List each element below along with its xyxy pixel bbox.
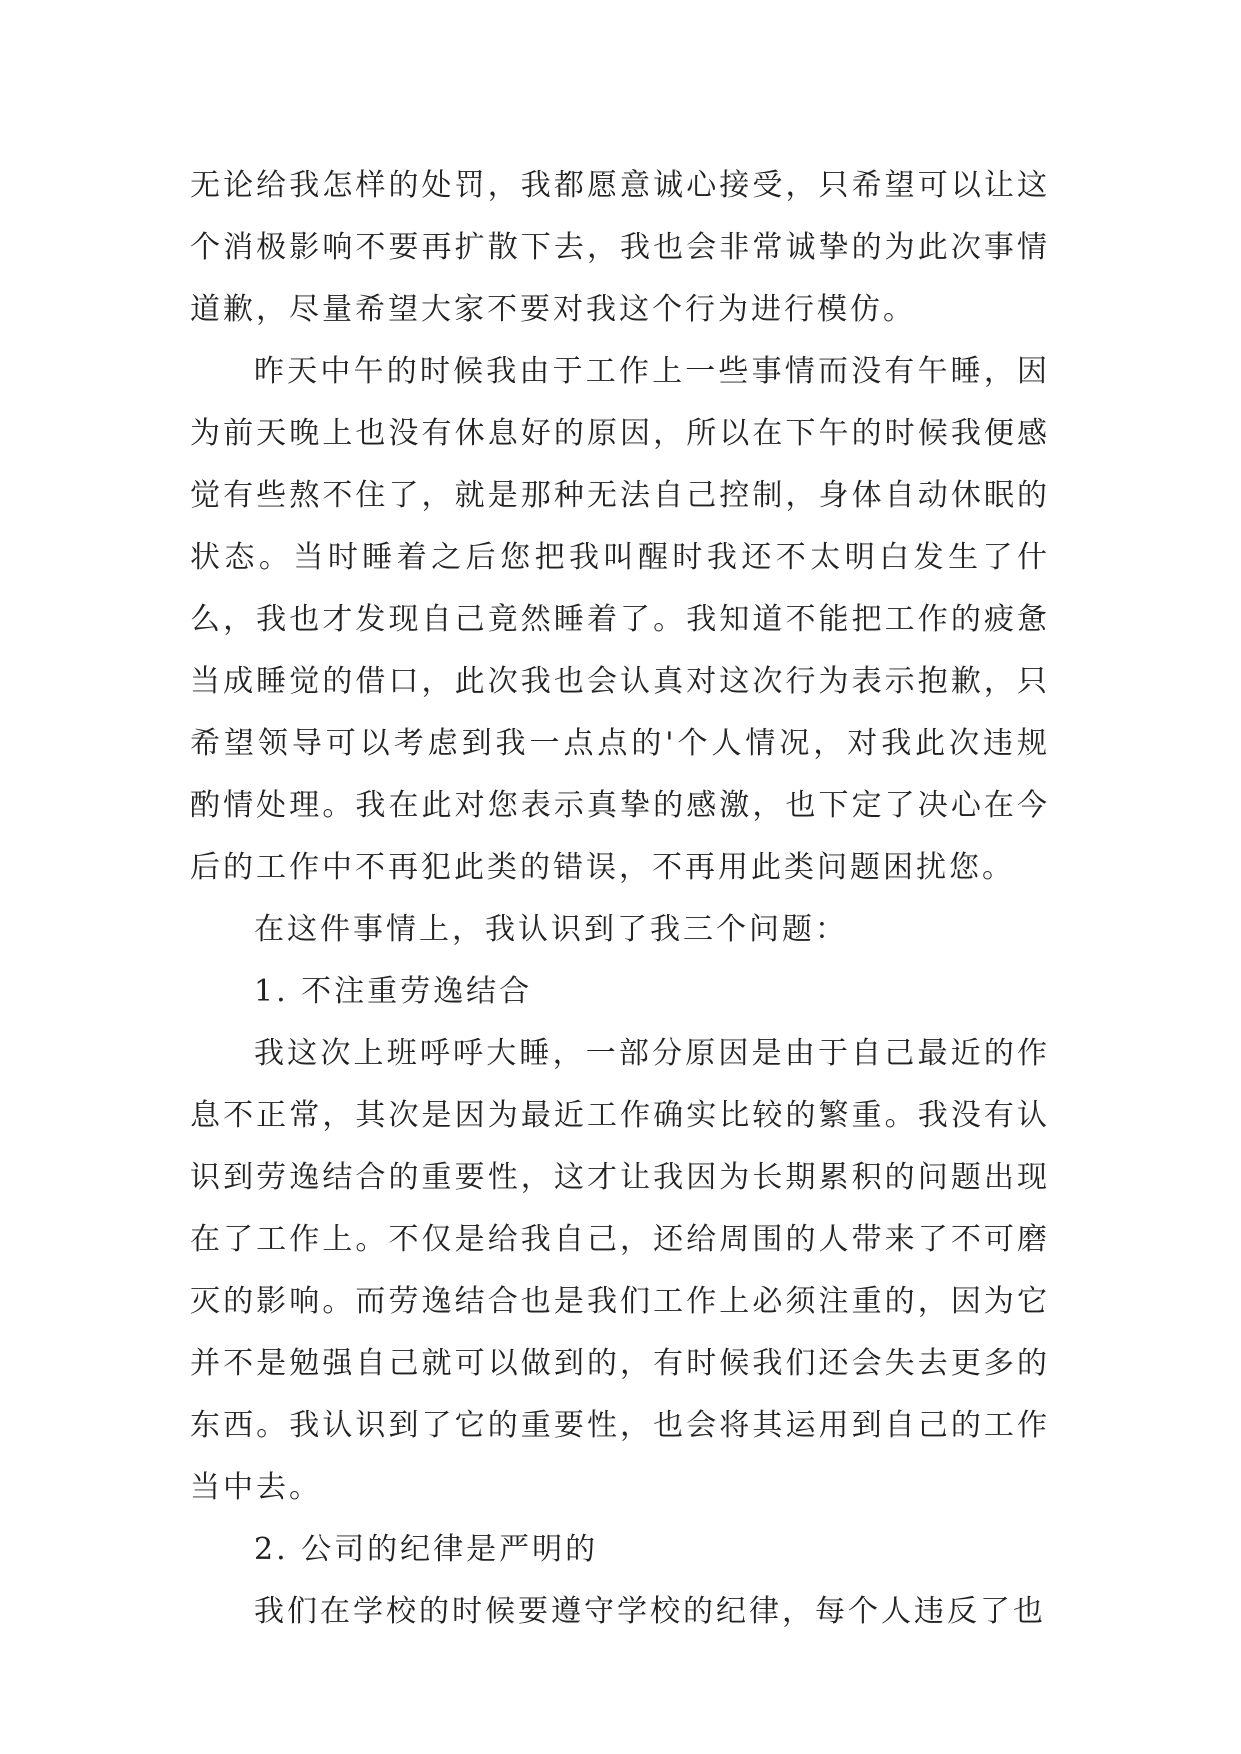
paragraph-3: 在这件事情上，我认识到了我三个问题： xyxy=(254,912,848,947)
list-heading-2: 2. 公司的纪律是严明的 xyxy=(254,1532,599,1567)
paragraph-2: 昨天中午的时候我由于工作上一些事情而没有午睡，因为前天晚上也没有休息好的原因，所以在下午的时候我便感觉有些熬不住了，就是那种无法自己控制，身体自动休眠的状态。当时睡着之后您把我叫醒时我还不太明白发生了什么，我也才发现自己竟然睡着了。我知道不能把工作的疲惫当成睡觉的借口，此次我也会认真对这次行为表示抱歉，只希望领导可以考虑到我一点点的'个人情况，对我此次违规酌情处理。我在此对您表示真挚的感激，也下定了决心在今后的工作中不再犯此类的错误，不再用此类问题困扰您。 xyxy=(190,354,1050,885)
paragraph-4: 我这次上班呼呼大睡，一部分原因是由于自己最近的作息不正常，其次是因为最近工作确实比较的繁重。我没有认识到劳逸结合的重要性，这才让我因为长期累积的问题出现在了工作上。不仅是给我自己，还给周围的人带来了不可磨灭的影响。而劳逸结合也是我们工作上必须注重的，因为它并不是勉强自己就可以做到的，有时候我们还会失去更多的东西。我认识到了它的重要性，也会将其运用到自己的工作当中去。 xyxy=(190,1036,1050,1505)
paragraph-5: 我们在学校的时候要遵守学校的纪律，每个人违反了也 xyxy=(254,1594,1046,1629)
paragraph-1: 无论给我怎样的处罚，我都愿意诚心接受，只希望可以让这个消极影响不要再扩散下去，我也会非常诚挚的为此次事情道歉，尽量希望大家不要对我这个行为进行模仿。 xyxy=(190,168,1050,327)
document-body xyxy=(190,155,1050,1643)
list-heading-1: 1. 不注重劳逸结合 xyxy=(254,974,533,1009)
